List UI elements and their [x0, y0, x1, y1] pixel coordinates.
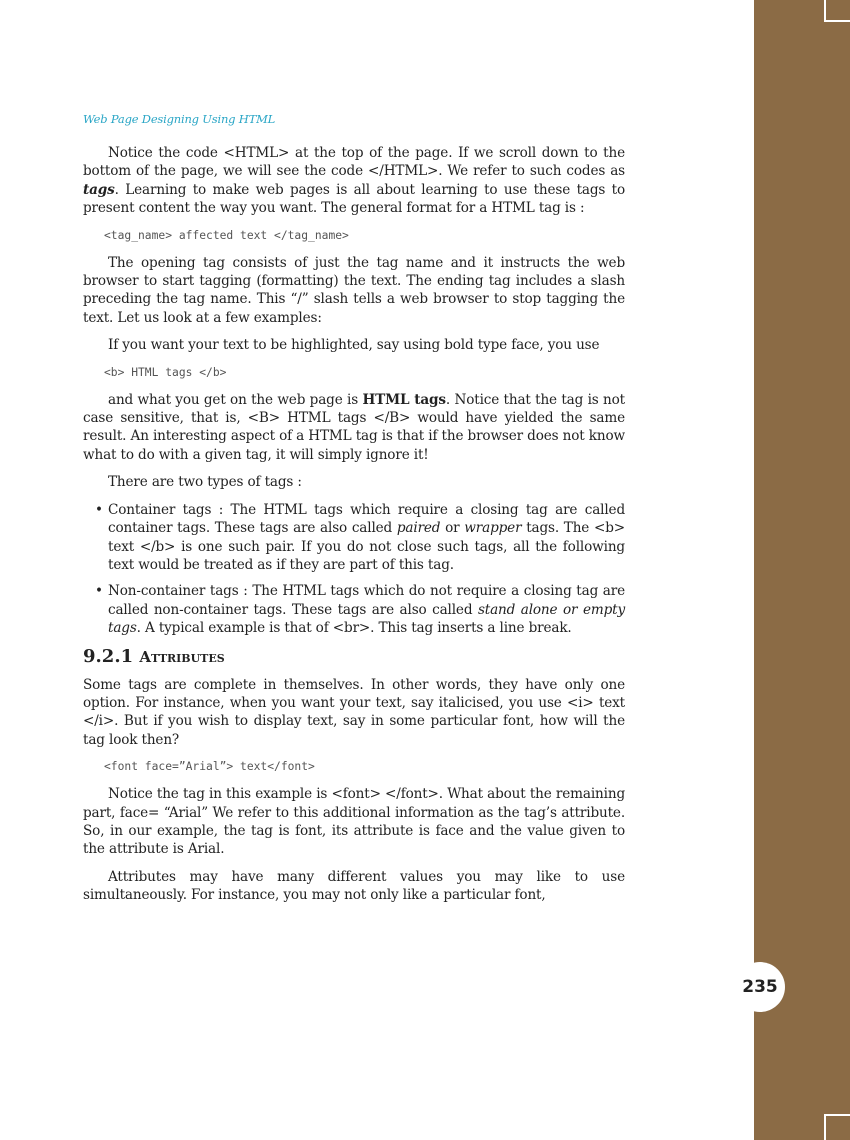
paragraph-attributes-intro: Some tags are complete in themselves. In other words, they have only one option. For instance, when you want your text, say italicised, you use <i> text </i>. But if you wish to display text, say in some particular font, how will the tag look then? [83, 676, 625, 748]
section-title: Attributes [139, 647, 225, 666]
tag-types-list [83, 501, 625, 638]
list-item-non-container-tags: • Non-container tags : The HTML tags which do not require a closing tag are called non-container tags. These tags are also called stand alone or empty tags. A typical example is that of <br>. This tag inserts a line break. [95, 583, 625, 637]
paragraph-bold-example: If you want your text to be highlighted, say using bold type face, you use [108, 337, 600, 354]
code-example-bold: <b> HTML tags </b> [104, 365, 227, 379]
code-example-general-format: <tag_name> affected text </tag_name> [104, 228, 349, 242]
section-number: 9.2.1 [83, 645, 134, 667]
paragraph-tags-intro: Notice the code <HTML> at the top of the page. If we scroll down to the bottom of the page, we will see the code </HTML>. We refer to such codes as tags. Learning to make web pages is all about learning to use these tags to present content the way you want. The general format for a HTML tag is : [83, 145, 625, 217]
list-item-container-tags: • Container tags : The HTML tags which require a closing tag are called container tags. These tags are also called paired or wrapper tags. The <b> text </b> is one such pair. If you do not close such tags, all the following text would be treated as if they are part of this tag. [95, 501, 625, 573]
running-head: Web Page Designing Using HTML [83, 112, 276, 126]
code-example-font: <font face=”Arial”> text</font> [104, 760, 315, 774]
crop-mark-bottom [824, 1114, 850, 1140]
paragraph-font-attribute: Notice the tag in this example is <font> </font>. What about the remaining part, face= “Arial” We refer to this additional information as the tag’s attribute. So, in our example, the tag is font, its attribute is face and the value given to the attribute is Arial. [83, 786, 625, 858]
paragraph-case-sensitivity: and what you get on the web page is HTML tags. Notice that the tag is not case sensitive, that is, <B> HTML tags </B> would have yielded the same result. An interesting aspect of a HTML tag is that if the browser does not know what to do with a given tag, it will simply ignore it! [83, 391, 625, 463]
section-heading-attributes [83, 646, 625, 668]
page-content [83, 144, 625, 914]
bullet-icon: • [95, 501, 103, 518]
bullet-icon: • [95, 583, 103, 600]
paragraph-tag-types: There are two types of tags : [108, 474, 302, 491]
paragraph-attribute-values: Attributes may have many different values you may like to use simultaneously. For instance, you may not only like a particular font, [83, 868, 625, 904]
paragraph-opening-tag: The opening tag consists of just the tag name and it instructs the web browser to start tagging (formatting) the text. The ending tag includes a slash preceding the tag name. This “/” slash tells a web browser to stop tagging the text. Let us look at a few examples: [83, 254, 625, 326]
page-number: 235 [735, 962, 785, 1012]
crop-mark-top [824, 0, 850, 22]
